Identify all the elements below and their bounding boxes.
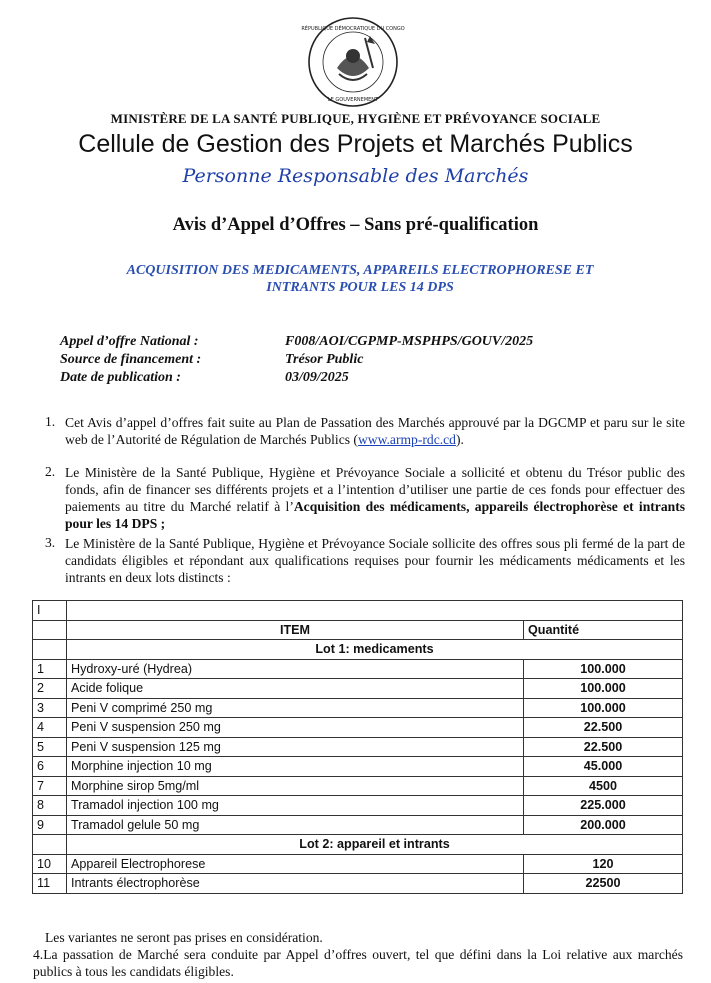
table-row [33, 796, 683, 816]
row-number: 9 [33, 815, 67, 835]
prm-subheading: Personne Responsable des Marchés [182, 165, 529, 187]
row-qty: 22500 [524, 874, 683, 894]
row-item: Peni V comprimé 250 mg [67, 698, 524, 718]
table-row [33, 718, 683, 738]
lot-1-header: Lot 1: medicaments [67, 640, 683, 660]
row-qty: 4500 [524, 776, 683, 796]
ministry-heading: MINISTÈRE DE LA SANTÉ PUBLIQUE, HYGIÈNE ET PRÉVOYANCE SOCIALE [110, 111, 601, 126]
subject-title [80, 262, 640, 296]
para-1 [65, 414, 685, 448]
table-row [33, 854, 683, 874]
row-number: 1 [33, 659, 67, 679]
row-number: 5 [33, 737, 67, 757]
seal-text-top: RÉPUBLIQUE DÉMOCRATIQUE DU CONGO [301, 26, 405, 32]
table-row [33, 659, 683, 679]
row-item: Intrants électrophorèse [67, 874, 524, 894]
table-row [33, 757, 683, 777]
row-qty: 22.500 [524, 718, 683, 738]
col-item-header: ITEM [67, 620, 524, 640]
row-item: Peni V suspension 250 mg [67, 718, 524, 738]
row-number: 11 [33, 874, 67, 894]
row-number: 3 [33, 698, 67, 718]
table-row [33, 737, 683, 757]
table-row [33, 698, 683, 718]
row-number: 2 [33, 679, 67, 699]
row-number: 10 [33, 854, 67, 874]
row-number: 6 [33, 757, 67, 777]
row-item: Morphine sirop 5mg/ml [67, 776, 524, 796]
variantes-note: Les variantes ne seront pas prises en considération. [45, 930, 323, 945]
para-2 [65, 464, 685, 532]
row-qty: 200.000 [524, 815, 683, 835]
row-qty: 225.000 [524, 796, 683, 816]
lot-2-header: Lot 2: appareil et intrants [67, 835, 683, 855]
meta-value: Trésor Public [285, 352, 364, 367]
para-1-end: ). [455, 432, 464, 447]
row-item: Appareil Electrophorese [67, 854, 524, 874]
para-1-number: 1. [45, 414, 56, 429]
table-corner: I [33, 601, 67, 621]
col-qty-header: Quantité [524, 620, 683, 640]
row-qty: 100.000 [524, 659, 683, 679]
para-1-text: Cet Avis d’appel d’offres fait suite au Plan de Passation des Marchés approuvé par la DGCMP et paru sur le site web de l’Autorité de Régulation de Marchés Publics ( [65, 415, 685, 447]
row-qty: 120 [524, 854, 683, 874]
para-2-number: 2. [45, 464, 56, 479]
meta-key: Source de financement : [60, 352, 202, 367]
row-number: 4 [33, 718, 67, 738]
items-table [32, 600, 683, 894]
seal-text-bottom: LE GOUVERNEMENT [327, 97, 379, 103]
meta-value: 03/09/2025 [285, 370, 349, 385]
page-title: Avis d’Appel d’Offres – Sans pré-qualification [172, 215, 539, 235]
subject-line-1: ACQUISITION DES MEDICAMENTS, APPAREILS ELECTROPHORESE ET [126, 263, 594, 278]
row-qty: 22.500 [524, 737, 683, 757]
row-qty: 100.000 [524, 698, 683, 718]
table-row [33, 679, 683, 699]
meta-key: Appel d’offre National : [60, 334, 199, 349]
armp-link[interactable]: www.armp-rdc.cd [357, 432, 456, 447]
table-row [33, 776, 683, 796]
para-2-text: Le Ministère de la Santé Publique, Hygiène et Prévoyance Sociale a sollicité et obtenu du Trésor public des fonds, afin de financer ses différents projets et a l’intention d’utiliser une partie de ces fonds pour effectuer des paiements au titre du Marché relatif à l’ [65, 465, 685, 514]
row-item: Tramadol gelule 50 mg [67, 815, 524, 835]
row-qty: 100.000 [524, 679, 683, 699]
row-qty: 45.000 [524, 757, 683, 777]
row-item: Morphine injection 10 mg [67, 757, 524, 777]
row-item: Tramadol injection 100 mg [67, 796, 524, 816]
para-4: 4.La passation de Marché sera conduite par Appel d’offres ouvert, tel que défini dans la Loi relative aux marchés publics à tous les candidats éligibles. [33, 947, 683, 979]
coat-of-arms-seal [301, 16, 405, 108]
row-item: Peni V suspension 125 mg [67, 737, 524, 757]
row-item: Hydroxy-uré (Hydrea) [67, 659, 524, 679]
subject-line-2: INTRANTS POUR LES 14 DPS [266, 280, 454, 295]
table-row [33, 815, 683, 835]
para-3: Le Ministère de la Santé Publique, Hygiène et Prévoyance Sociale sollicite des offres sous pli fermé de la part de candidats éligibles et répondant aux qualifications requises pour fournir les médicaments médicaments et les intrants en deux lots distincts : [65, 536, 685, 585]
row-item: Acide folique [67, 679, 524, 699]
para-2-bold: Acquisition des médicaments, appareils électrophorèse et intrants pour les 14 DPS ; [65, 499, 686, 531]
row-number: 7 [33, 776, 67, 796]
cellule-heading: Cellule de Gestion des Projets et Marchés Publics [78, 130, 633, 158]
meta-value: F008/AOI/CGPMP-MSPHPS/GOUV/2025 [285, 334, 534, 349]
para-3-number: 3. [45, 535, 56, 550]
meta-key: Date de publication : [60, 370, 181, 385]
table-row [33, 874, 683, 894]
row-number: 8 [33, 796, 67, 816]
